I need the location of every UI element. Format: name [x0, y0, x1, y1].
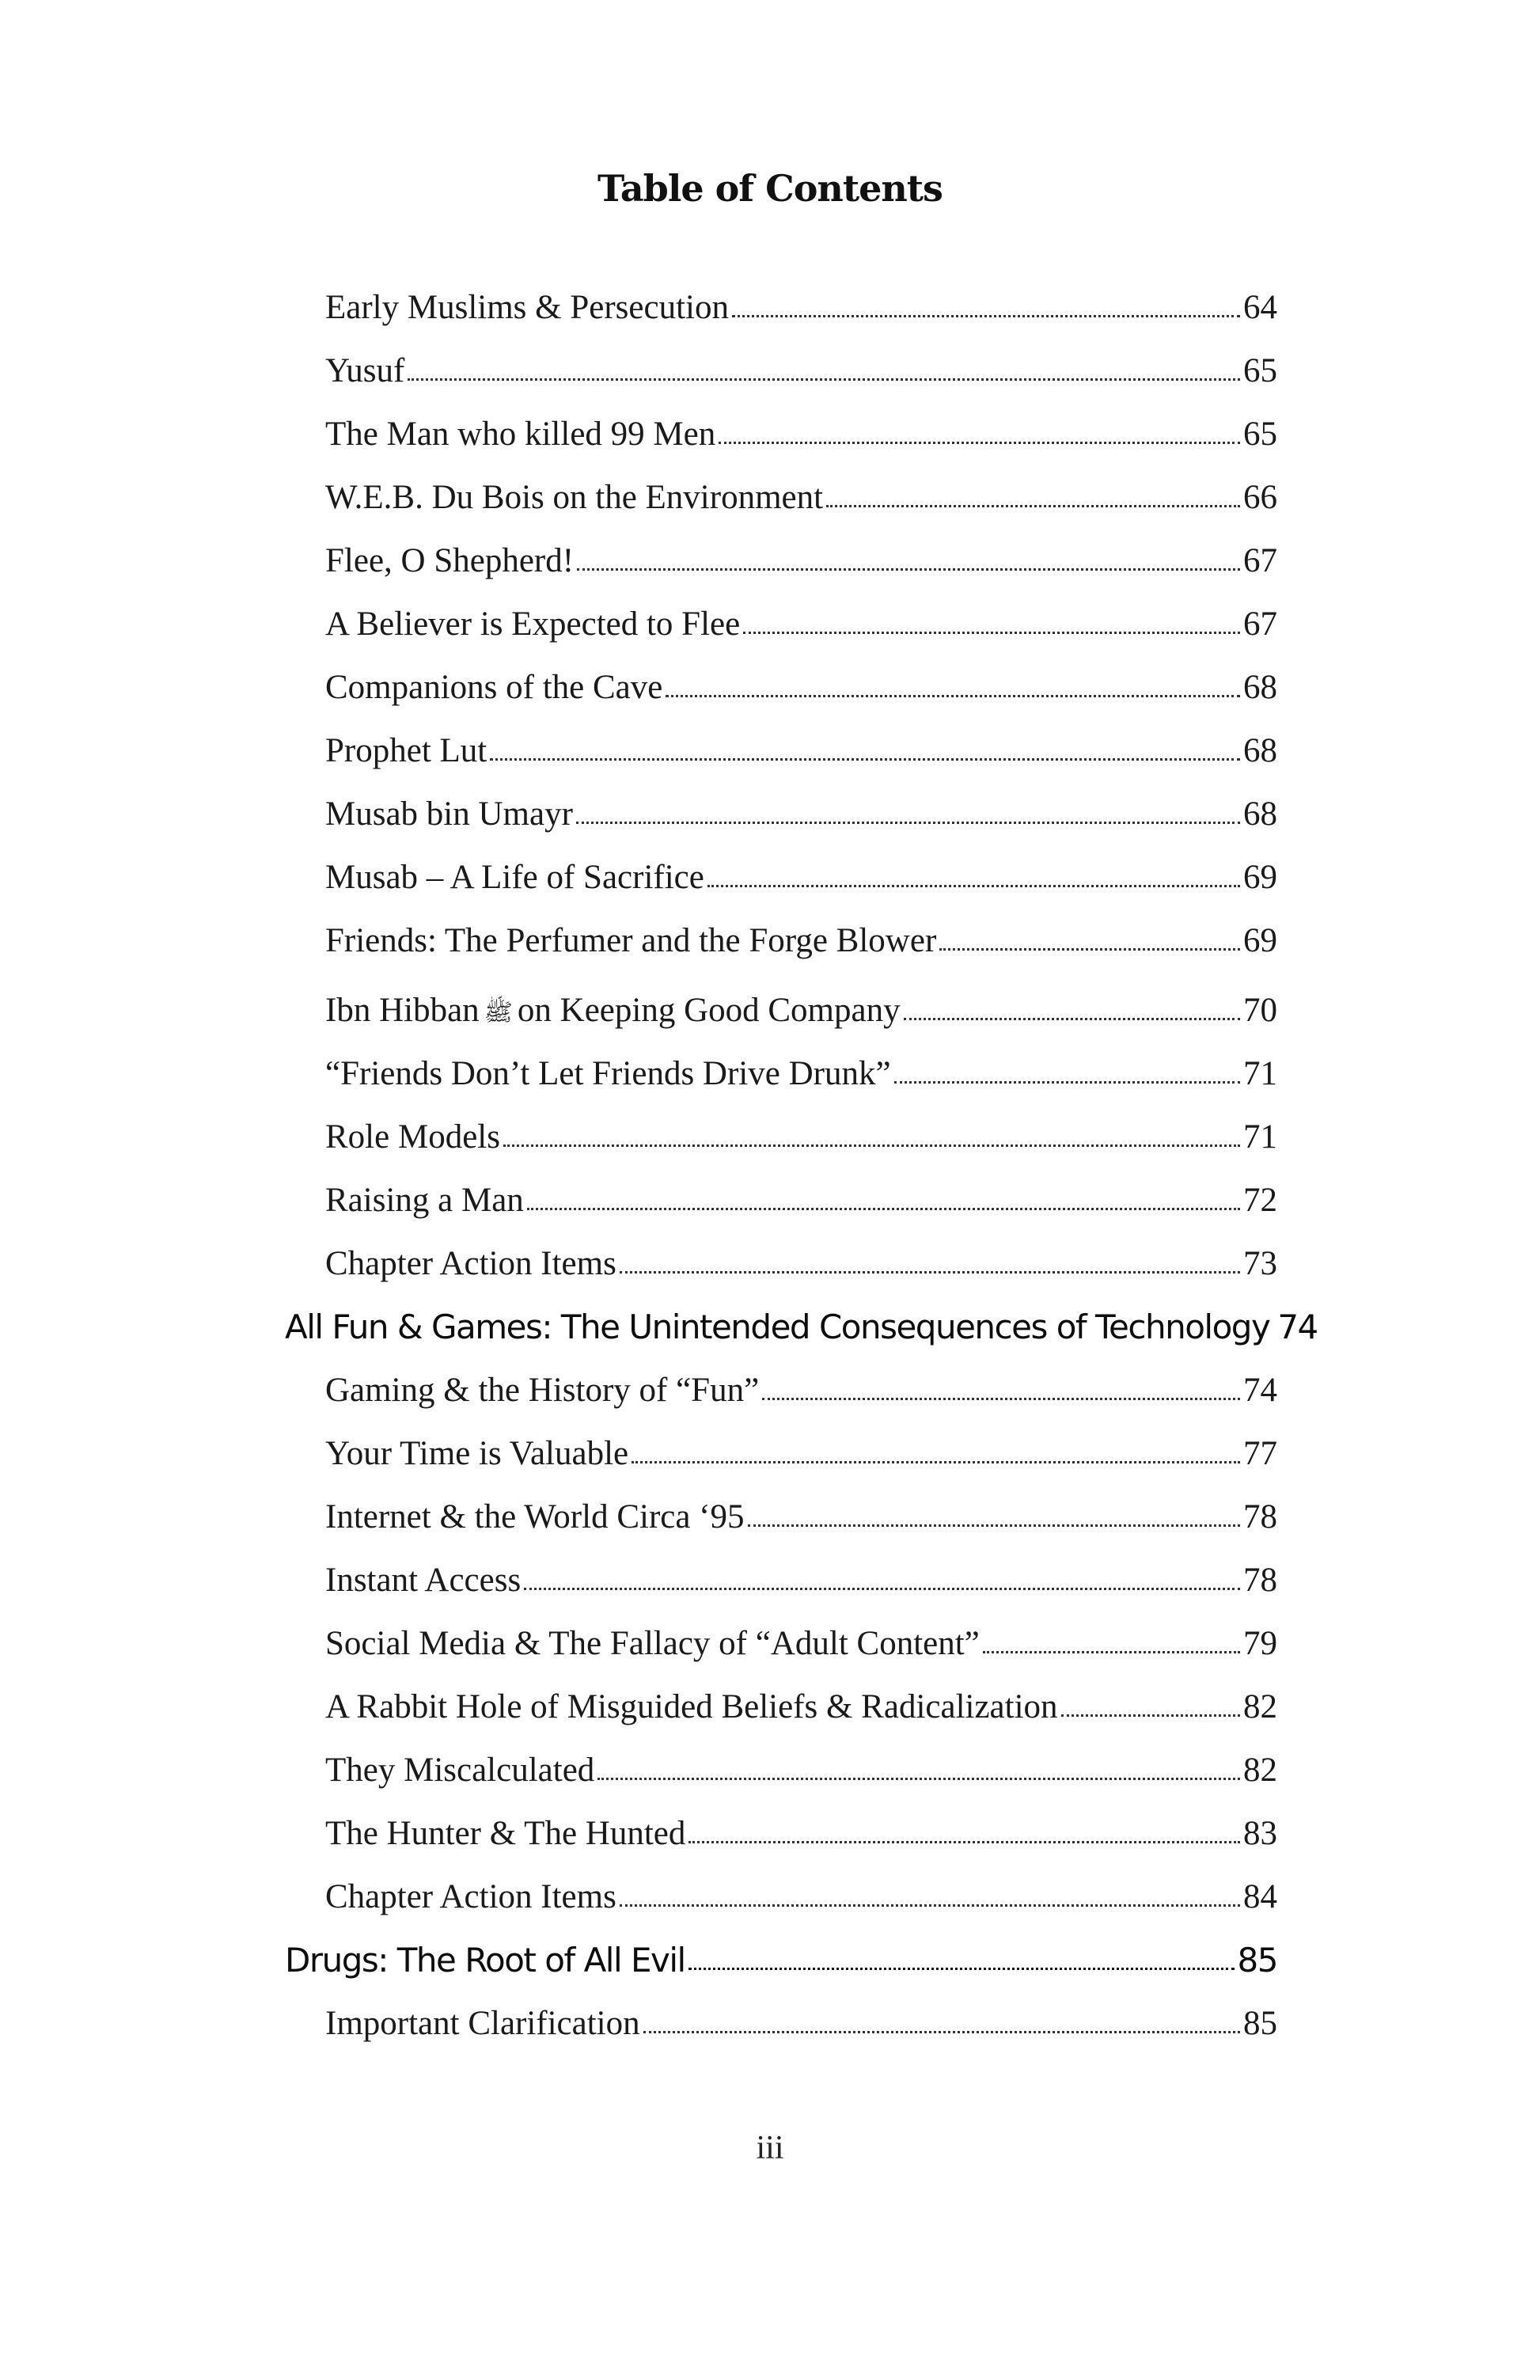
toc-entry-page: 71 — [1243, 1118, 1277, 1156]
toc-list — [0, 261, 1540, 2040]
toc-chapter-entry[interactable] — [0, 1281, 1540, 1344]
dot-leader — [597, 1778, 1240, 1780]
toc-entry[interactable] — [0, 704, 1540, 768]
toc-entry[interactable] — [0, 1471, 1540, 1534]
toc-entry-page: 68 — [1243, 795, 1277, 833]
toc-entry-page: 65 — [1243, 352, 1277, 389]
toc-entry-page: 78 — [1243, 1498, 1277, 1535]
toc-entry[interactable] — [0, 388, 1540, 451]
toc-entry-title: Chapter Action Items — [325, 1245, 616, 1282]
toc-entry[interactable] — [0, 641, 1540, 704]
dot-leader — [688, 1968, 1235, 1970]
dot-leader — [688, 1841, 1240, 1843]
toc-entry[interactable] — [0, 1027, 1540, 1091]
toc-entry-title — [325, 993, 901, 1027]
toc-entry-title-part: on Keeping Good Company — [517, 992, 901, 1029]
toc-entry[interactable] — [0, 1977, 1540, 2040]
dot-leader — [632, 1461, 1240, 1463]
toc-entry-title: Chapter Action Items — [325, 1878, 616, 1915]
toc-entry[interactable] — [0, 514, 1540, 578]
dot-leader — [503, 1144, 1240, 1147]
toc-entry-title: Your Time is Valuable — [325, 1435, 629, 1472]
toc-entry[interactable] — [0, 1787, 1540, 1850]
toc-entry-page: 64 — [1243, 289, 1277, 326]
toc-entry-title: “Friends Don’t Let Friends Drive Drunk” — [325, 1055, 891, 1092]
toc-entry-page: 70 — [1243, 992, 1277, 1029]
dot-leader — [748, 1524, 1240, 1527]
toc-entry-title: Friends: The Perfumer and the Forge Blower — [325, 922, 937, 959]
toc-chapter-page: 74 — [1277, 1308, 1318, 1346]
toc-entry[interactable] — [0, 1344, 1540, 1407]
toc-entry[interactable] — [0, 1091, 1540, 1154]
toc-entry-page: 77 — [1243, 1435, 1277, 1472]
toc-chapter-title: Drugs: The Root of All Evil — [285, 1941, 685, 1980]
toc-entry[interactable] — [0, 1534, 1540, 1597]
toc-entry-page: 84 — [1243, 1878, 1277, 1915]
dot-leader — [904, 1018, 1240, 1020]
dot-leader — [743, 632, 1240, 634]
toc-entry[interactable] — [0, 1407, 1540, 1471]
toc-entry-title: Important Clarification — [325, 2005, 640, 2042]
toc-entry-title: Early Muslims & Persecution — [325, 289, 729, 326]
page-title: Table of Contents — [597, 166, 943, 210]
toc-entry-page: 72 — [1243, 1182, 1277, 1219]
toc-entry-page: 82 — [1243, 1752, 1277, 1789]
dot-leader — [643, 2031, 1240, 2033]
toc-entry-title: Yusuf — [325, 352, 405, 389]
toc-entry-title: Musab – A Life of Sacrifice — [325, 859, 704, 896]
toc-entry-title: A Believer is Expected to Flee — [325, 605, 741, 643]
toc-chapter-entry[interactable] — [0, 1914, 1540, 1980]
toc-entry-title: A Rabbit Hole of Misguided Beliefs & Radicalization — [325, 1688, 1058, 1725]
toc-entry-page: 85 — [1243, 2005, 1277, 2042]
toc-entry-title: The Hunter & The Hunted — [325, 1815, 686, 1852]
toc-entry[interactable] — [0, 1724, 1540, 1787]
dot-leader — [620, 1271, 1240, 1274]
toc-entry[interactable] — [0, 451, 1540, 514]
dot-leader — [490, 758, 1240, 761]
toc-entry-title: Role Models — [325, 1118, 500, 1156]
toc-entry-title: Prophet Lut — [325, 732, 487, 769]
toc-entry-page: 69 — [1243, 922, 1277, 959]
toc-entry[interactable] — [0, 261, 1540, 325]
toc-entry-title: Raising a Man — [325, 1182, 524, 1219]
dot-leader — [1061, 1714, 1240, 1717]
toc-entry-page: 67 — [1243, 605, 1277, 643]
toc-entry-page: 66 — [1243, 479, 1277, 516]
toc-entry-title: They Miscalculated — [325, 1752, 595, 1789]
toc-entry-page: 83 — [1243, 1815, 1277, 1852]
toc-entry[interactable] — [0, 894, 1540, 958]
dot-leader — [666, 695, 1240, 697]
toc-entry-page: 82 — [1243, 1688, 1277, 1725]
toc-entry-page: 69 — [1243, 859, 1277, 896]
toc-entry-title: The Man who killed 99 Men — [325, 416, 716, 453]
toc-entry-title-part: Ibn Hibban — [325, 992, 480, 1029]
toc-entry-title: W.E.B. Du Bois on the Environment — [325, 479, 824, 516]
page-number: iii — [756, 2130, 784, 2166]
toc-entry-page: 68 — [1243, 732, 1277, 769]
toc-entry[interactable] — [0, 325, 1540, 388]
toc-entry[interactable] — [0, 1850, 1540, 1914]
dot-leader — [762, 1398, 1240, 1400]
dot-leader — [826, 505, 1240, 507]
toc-entry-title: Instant Access — [325, 1562, 522, 1599]
toc-entry-page: 68 — [1243, 669, 1277, 706]
toc-entry-title: Companions of the Cave — [325, 669, 663, 706]
dot-leader — [527, 1208, 1240, 1210]
dot-leader — [620, 1904, 1240, 1907]
toc-entry[interactable] — [0, 958, 1540, 1027]
dot-leader — [707, 885, 1240, 887]
toc-entry[interactable] — [0, 1597, 1540, 1661]
toc-entry-title: Musab bin Umayr — [325, 795, 573, 833]
dot-leader — [577, 568, 1240, 571]
dot-leader — [894, 1081, 1240, 1084]
dot-leader — [576, 822, 1240, 824]
toc-entry-title: Flee, O Shepherd! — [325, 542, 575, 579]
toc-entry-page: 65 — [1243, 416, 1277, 453]
dot-leader — [939, 948, 1240, 951]
toc-entry-page: 74 — [1243, 1372, 1277, 1409]
toc-entry-title: Internet & the World Circa ‘95 — [325, 1498, 745, 1535]
toc-chapter-page: 85 — [1237, 1941, 1277, 1980]
toc-chapter-title: All Fun & Games: The Unintended Consequences of Technology — [285, 1308, 1270, 1346]
dot-leader — [983, 1651, 1240, 1653]
dot-leader — [524, 1588, 1240, 1590]
toc-entry-page: 71 — [1243, 1055, 1277, 1092]
toc-entry[interactable] — [0, 1661, 1540, 1724]
toc-entry[interactable] — [0, 831, 1540, 894]
dot-leader — [408, 378, 1240, 381]
toc-entry-page: 78 — [1243, 1562, 1277, 1599]
toc-entry-page: 73 — [1243, 1245, 1277, 1282]
toc-entry[interactable] — [0, 1217, 1540, 1281]
toc-entry-title: Gaming & the History of “Fun” — [325, 1372, 760, 1409]
dot-leader — [732, 315, 1240, 317]
toc-entry-title: Social Media & The Fallacy of “Adult Content” — [325, 1625, 980, 1662]
honorific-glyph: ﷺ — [484, 1000, 513, 1027]
toc-entry[interactable] — [0, 578, 1540, 641]
dot-leader — [719, 442, 1240, 444]
toc-entry-page: 79 — [1243, 1625, 1277, 1662]
toc-entry[interactable] — [0, 1154, 1540, 1217]
toc-entry[interactable] — [0, 768, 1540, 831]
toc-entry-page: 67 — [1243, 542, 1277, 579]
